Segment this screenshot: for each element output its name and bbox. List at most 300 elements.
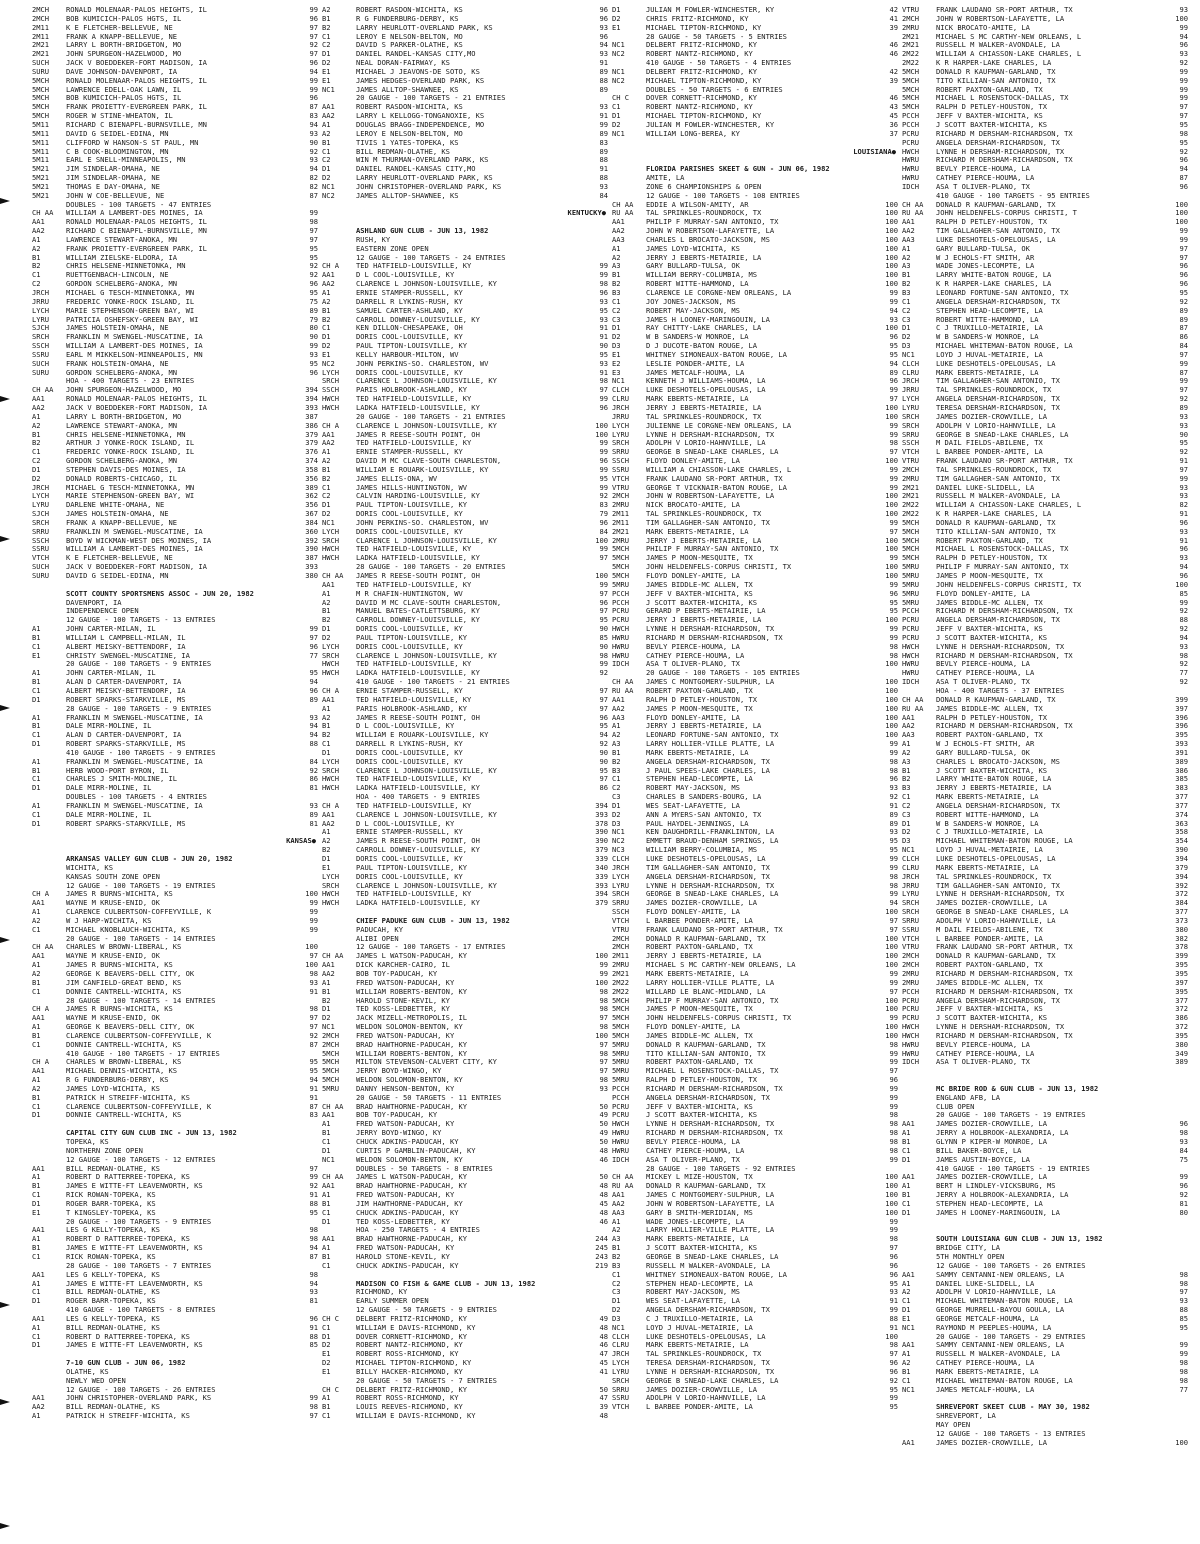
result-row — [902, 1129, 1194, 1138]
shooter-name: JAMES LOYD-WICHITA, KS — [646, 244, 740, 253]
class-code: D1 — [322, 855, 331, 863]
result-row — [612, 1050, 904, 1059]
class-code: 2M21 — [902, 41, 920, 50]
class-code: SUCH — [32, 359, 50, 368]
score: 96 — [889, 1076, 898, 1085]
score: 79 — [599, 510, 608, 519]
result-row — [902, 1050, 1194, 1059]
score: 99 — [889, 474, 898, 483]
score: 89 — [1179, 306, 1188, 315]
score: 93 — [599, 182, 608, 191]
result-row — [902, 1058, 1194, 1067]
class-code — [612, 165, 646, 174]
score: 100 — [1175, 218, 1188, 227]
score: 95 — [309, 359, 318, 368]
score: 96 — [1179, 271, 1188, 280]
class-code: SRCH — [322, 536, 340, 545]
shooter-name: JAMES C MONTGOMERY-SULPHUR, LA — [646, 678, 775, 687]
score — [580, 1306, 614, 1315]
score — [580, 943, 614, 952]
class-code: 2MCH — [612, 934, 630, 943]
class-code: E1 — [612, 350, 621, 359]
result-row — [32, 1280, 324, 1289]
result-row — [612, 846, 904, 855]
result-row — [32, 404, 324, 413]
class-code: B1 — [612, 748, 621, 757]
shooter-name: FRANK LAUDANO SR-PORT ARTHUR, TX — [936, 457, 1073, 466]
class-code: D2 — [902, 333, 911, 342]
score: 99 — [889, 1155, 898, 1164]
score: 99 — [1179, 1350, 1188, 1359]
score: 99 — [309, 76, 318, 85]
result-row — [612, 634, 904, 643]
score — [290, 749, 324, 758]
shooter-name: RUSSELL M WALKER-AVONDALE, LA — [646, 1261, 770, 1270]
section-heading — [32, 377, 324, 386]
score: 96 — [309, 59, 318, 68]
score: 91 — [309, 1191, 318, 1200]
result-row — [322, 130, 614, 139]
score: 99 — [889, 554, 898, 563]
shooter-name: DANIEL LUKE-SLIDELL, LA — [936, 1279, 1035, 1288]
shooter-name: JAMES E WITTE-FT LEAVENWORTH, KS — [66, 1244, 203, 1253]
result-row — [612, 24, 904, 33]
result-row — [322, 519, 614, 528]
result-row — [612, 1235, 904, 1244]
heading-text: RUSH, KY — [356, 235, 391, 244]
result-row — [612, 545, 904, 554]
result-row — [322, 811, 614, 820]
shooter-name: TAL SPRINKLES-ROUNDROCK, TX — [646, 209, 762, 218]
score: 94 — [309, 722, 318, 731]
result-row — [322, 740, 614, 749]
score: 97 — [889, 916, 898, 925]
score — [580, 236, 614, 245]
shooter-name: ASA T OLIVER-PLANO, TX — [936, 1058, 1030, 1067]
score: 87 — [1179, 368, 1188, 377]
heading-text: HOA - 400 TARGETS - 23 ENTRIES — [66, 377, 195, 386]
shooter-name: PATRICIA OSHEFSKY-GREEN BAY, WI — [66, 315, 199, 324]
score: 99 — [889, 625, 898, 634]
shooter-name: L BARBEE PONDER-AMITE, LA — [936, 448, 1043, 457]
shooter-name: WES SEAT-LAFAYETTE, LA — [646, 1297, 740, 1306]
margin-arrow-icon — [0, 1397, 10, 1407]
score: 387 — [305, 554, 318, 563]
class-code: D2 — [902, 828, 911, 837]
result-row — [612, 828, 904, 837]
score: 99 — [599, 448, 608, 457]
score: 36 — [889, 120, 898, 129]
score: 97 — [309, 1014, 318, 1023]
shooter-name: ALBERT MEISKY-BETTENDORF, IA — [66, 642, 186, 651]
shooter-name: LYNNE H DERSHAM-RICHARDSON, TX — [646, 1120, 775, 1129]
class-code: A3 — [902, 757, 911, 766]
shooter-name: STEPHEN HEAD-LECOMPTE, LA — [936, 1199, 1043, 1208]
results-column-4 — [902, 6, 1194, 1536]
result-row — [612, 767, 904, 776]
class-code: A2 — [322, 297, 331, 306]
score: 46 — [599, 1341, 608, 1350]
shooter-name: ANGELA DERSHAM-RICHARDSON, TX — [936, 801, 1060, 810]
class-code: HWCH — [902, 651, 920, 660]
result-row — [322, 1315, 614, 1324]
score: 91 — [309, 1093, 318, 1102]
result-row — [612, 6, 904, 15]
section-heading — [322, 678, 614, 687]
class-code: AA1 — [32, 395, 45, 404]
section-heading — [32, 864, 324, 873]
score: 99 — [309, 916, 318, 925]
score: 97 — [1179, 465, 1188, 474]
class-code — [32, 1377, 66, 1386]
score: 91 — [889, 1297, 898, 1306]
score: 95 — [889, 1279, 898, 1288]
score: 377 — [1175, 793, 1188, 802]
result-row — [902, 599, 1194, 608]
result-row — [32, 1085, 324, 1094]
class-code — [32, 935, 66, 944]
score: 89 — [309, 695, 318, 704]
score — [580, 563, 614, 572]
class-code: 5MCH — [902, 518, 920, 527]
class-code: AA2 — [322, 112, 335, 121]
class-code: E1 — [322, 350, 331, 359]
result-row — [322, 758, 614, 767]
shooter-name: JAMES METCALF-HOUMA, LA — [936, 1385, 1035, 1394]
shooter-name: R G FUNDERBURG-DERBY, KS — [66, 1076, 169, 1085]
shooter-name: CATHEY PIERCE-HOUMA, LA — [936, 1049, 1035, 1058]
shooter-name: TED KOSS-LEDBETTER, KY — [356, 1217, 450, 1226]
heading-text: 12 GAUGE - 100 TARGETS - 13 ENTRIES — [66, 616, 216, 625]
class-code: CLCH — [902, 855, 920, 863]
result-row — [612, 1359, 904, 1368]
score: 395 — [1175, 1031, 1188, 1040]
score: 390 — [305, 545, 318, 554]
shooter-name: JAMES DOZIER-CROWVILLE, LA — [646, 1385, 758, 1394]
result-row — [32, 767, 324, 776]
result-row — [612, 1120, 904, 1129]
class-code: C1 — [322, 147, 331, 156]
score: 100 — [885, 722, 898, 731]
score: 358 — [1175, 828, 1188, 837]
score: 394 — [595, 801, 608, 810]
result-row — [322, 1333, 614, 1342]
result-row — [32, 298, 324, 307]
result-row — [32, 68, 324, 77]
shooter-name: WILLIAM A LAMBERT-DES MOINES, IA — [66, 342, 203, 351]
shooter-name: RICHARD C BIENAPFL-BURNSVILLE, MN — [66, 227, 207, 236]
shooter-name: BRAD HAWTHORNE-PADUCAH, KY — [356, 1182, 468, 1191]
spacer — [322, 1271, 614, 1280]
shooter-name: HERB WOOD-PORT BYRON, IL — [66, 766, 169, 775]
class-code — [612, 183, 646, 192]
shooter-name: JAMES HILLS-HUNTINGTON, WV — [356, 483, 468, 492]
class-code: PCRU — [612, 1102, 630, 1111]
class-code: 5MCH — [612, 554, 630, 563]
score: 42 — [889, 67, 898, 76]
score: 46 — [889, 50, 898, 59]
shooter-name: ROGER W STINE-WHEATON, IL — [66, 112, 173, 121]
score — [290, 705, 324, 714]
score: 95 — [889, 1403, 898, 1412]
score: 97 — [309, 227, 318, 236]
result-row — [322, 899, 614, 908]
score: 384 — [1175, 899, 1188, 908]
class-code: JRCH — [612, 1350, 630, 1359]
score: 37 — [889, 129, 898, 138]
result-row — [32, 254, 324, 263]
score: 395 — [1175, 969, 1188, 978]
result-row — [902, 864, 1194, 873]
score: 93 — [599, 103, 608, 112]
score: 96 — [889, 1270, 898, 1279]
score — [580, 1165, 614, 1174]
score: 96 — [309, 1314, 318, 1323]
class-code: AA1 — [902, 1438, 915, 1447]
shooter-name: WILLIAM ROBERTS-BENTON, KY — [356, 1049, 468, 1058]
score: 91 — [599, 59, 608, 68]
shooter-name: ARTHUR J YONKE-ROCK ISLAND, IL — [66, 439, 195, 448]
shooter-name: PHILIP F MURRAY-SAN ANTONIO, TX — [936, 563, 1069, 572]
class-code — [32, 590, 66, 599]
class-code: LYCH — [322, 872, 340, 881]
result-row — [612, 201, 904, 210]
class-code: A3 — [612, 740, 621, 749]
class-code — [902, 1430, 936, 1439]
class-code: 5MRU — [902, 563, 920, 572]
shooter-name: CLARENCE L JOHNSON-LOUISVILLE, KY — [356, 536, 497, 545]
score: 92 — [1179, 59, 1188, 68]
score: 95 — [889, 1385, 898, 1394]
class-code: 2M11 — [32, 23, 50, 32]
result-row — [322, 360, 614, 369]
result-row — [902, 696, 1194, 705]
score: 98 — [889, 1138, 898, 1146]
class-code: 5MRU — [612, 1058, 630, 1067]
class-code: D2 — [322, 342, 331, 351]
score: 96 — [889, 589, 898, 598]
class-code: B2 — [322, 616, 331, 625]
class-code: VTCH — [902, 934, 920, 943]
shooter-name: RICHARD M DERSHAM-RICHARDSON, TX — [646, 633, 783, 642]
score: 391 — [1175, 748, 1188, 757]
result-row — [612, 590, 904, 599]
result-row — [322, 784, 614, 793]
shooter-name: JAMES R BURNS-WICHITA, KS — [66, 1005, 173, 1014]
score: 88 — [1179, 1306, 1188, 1315]
result-row — [32, 1271, 324, 1280]
heading-text: SHREVEPORT, LA — [936, 1412, 996, 1421]
result-row — [32, 245, 324, 254]
class-code: A1 — [612, 1217, 621, 1226]
result-row — [902, 590, 1194, 599]
class-code: D3 — [612, 819, 621, 828]
result-row — [32, 1005, 324, 1014]
result-row — [322, 1111, 614, 1120]
result-row — [612, 1129, 904, 1138]
class-code — [322, 1226, 356, 1235]
result-row — [322, 1050, 614, 1059]
score: 48 — [599, 1208, 608, 1217]
class-code: HWCH — [902, 147, 920, 156]
score: 90 — [309, 333, 318, 342]
shooter-name: CLARENCE L JOHNSON-LOUISVILLE, KY — [356, 881, 497, 890]
shooter-name: PARIS HOLBROOK-ASHLAND, KY — [356, 704, 468, 713]
section-heading — [32, 1368, 324, 1377]
class-code: A1 — [32, 908, 41, 917]
class-code: 5MCH — [612, 545, 630, 554]
class-code: D2 — [322, 510, 331, 519]
class-code: B1 — [322, 607, 331, 616]
score: 394 — [1175, 872, 1188, 881]
class-code: AA1 — [322, 695, 335, 704]
heading-text: 28 GAUGE - 100 TARGETS - 20 ENTRIES — [356, 563, 506, 572]
result-row — [322, 1253, 614, 1262]
result-row — [32, 545, 324, 554]
score: 96 — [889, 1359, 898, 1368]
score: 380 — [1175, 925, 1188, 934]
score: 100 — [885, 545, 898, 554]
shooter-name: ANGELA DERSHAM-RICHARDSON, TX — [646, 1306, 770, 1315]
section-heading — [32, 1138, 324, 1147]
score: 99 — [1179, 1173, 1188, 1182]
class-code: 2MCH — [322, 1031, 340, 1040]
result-row — [32, 890, 324, 899]
shooter-name: ROBERT RASDON-WICHITA, KS — [356, 6, 463, 14]
result-row — [902, 1138, 1194, 1147]
score — [580, 413, 614, 422]
shooter-name: JACK V BOEDDEKER-FORT MADISON, IA — [66, 403, 207, 412]
shooter-name: KENNETH J WILLIAMS-HOUMA, LA — [646, 377, 766, 386]
shooter-name: WILLIAM ZIELSKE-ELDORA, IA — [66, 253, 178, 262]
shooter-name: ANGELA DERSHAM-RICHARDSON, TX — [936, 138, 1060, 147]
class-code: HWRU — [902, 156, 920, 165]
result-row — [32, 1403, 324, 1412]
shooter-name: JAMES BIDDLE-MC ALLEN, TX — [646, 1031, 753, 1040]
heading-text: HOA - 400 TARGETS - 9 ENTRIES — [356, 793, 480, 802]
class-code: B1 — [322, 722, 331, 731]
score: 92 — [1179, 625, 1188, 634]
heading-text: ENGLAND AFB, LA — [936, 1093, 1001, 1102]
result-row — [322, 121, 614, 130]
score — [870, 1165, 904, 1174]
score: 99 — [1179, 235, 1188, 244]
class-code — [322, 1288, 356, 1297]
shooter-name: BOB TOY-PADUCAH, KY — [356, 969, 438, 978]
shooter-name: JEFF V BAXTER-WICHITA, KS — [646, 1102, 753, 1111]
result-row — [902, 404, 1194, 413]
score: 94 — [889, 359, 898, 368]
class-code: HWCH — [322, 554, 340, 563]
result-row — [322, 1005, 614, 1014]
shooter-name: CATHEY PIERCE-HOUMA, LA — [646, 651, 745, 660]
result-row — [322, 68, 614, 77]
class-code: HWCH — [322, 545, 340, 554]
class-code: AA1 — [902, 218, 915, 227]
shooter-name: SAMMY CENTANNI-NEW ORLEANS, LA — [936, 1341, 1065, 1350]
shooter-name: TED HATFIELD-LOUISVILLE, KY — [356, 439, 472, 448]
result-row — [902, 165, 1194, 174]
shooter-name: JOY JONES-JACKSON, MS — [646, 297, 736, 306]
heading-text: SOUTH LOUISIANA GUN CLUB - JUN 13, 1982 — [936, 1235, 1103, 1244]
result-row — [32, 625, 324, 634]
score: 88 — [599, 76, 608, 85]
result-row — [322, 50, 614, 59]
class-code: C1 — [322, 1138, 331, 1146]
class-code: PCRU — [902, 1014, 920, 1023]
result-row — [612, 386, 904, 395]
bullet-icon: ● — [311, 837, 316, 846]
shooter-name: EDDIE A WILSON-AMITY, AR — [646, 200, 749, 209]
class-code: CH C — [322, 1385, 340, 1394]
class-code: C1 — [32, 1102, 41, 1111]
result-row — [322, 33, 614, 42]
score: 389 — [305, 483, 318, 492]
shooter-name: J SCOTT BAXTER-WICHITA, KS — [936, 633, 1048, 642]
result-row — [902, 793, 1194, 802]
shooter-name: JEFF V BAXTER-WICHITA, KS — [936, 112, 1043, 121]
result-row — [902, 33, 1194, 42]
result-row — [322, 722, 614, 731]
class-code: SRCH — [612, 439, 630, 448]
class-code: C2 — [322, 41, 331, 50]
score: 84 — [1179, 1146, 1188, 1155]
result-row — [902, 961, 1194, 970]
class-code: D1 — [322, 165, 331, 174]
class-code: VTCH — [612, 1403, 630, 1412]
class-code: C1 — [322, 1412, 331, 1421]
result-row — [902, 1023, 1194, 1032]
class-code: HWCH — [322, 395, 340, 404]
shooter-name: CHUCK ADKINS-PADUCAH, KY — [356, 1208, 459, 1217]
result-row — [902, 448, 1194, 457]
score: 100 — [885, 1031, 898, 1040]
result-row — [322, 545, 614, 554]
section-heading — [322, 563, 614, 572]
shooter-name: GEORGE B SNEAD-LAKE CHARLES, LA — [936, 908, 1069, 917]
shooter-name: LYNNE H DERSHAM-RICHARDSON, TX — [646, 1367, 775, 1376]
class-code: VTRU — [902, 6, 920, 14]
result-row — [612, 1226, 904, 1235]
class-code — [322, 1306, 356, 1315]
result-row — [32, 457, 324, 466]
shooter-name: LOYD J HUVAL-METAIRIE, LA — [646, 1323, 753, 1332]
class-code: CH A — [32, 1005, 50, 1014]
shooter-name: DONALD R KAUFMAN-GARLAND, TX — [646, 934, 766, 943]
result-row — [322, 439, 614, 448]
score: 81 — [1179, 1199, 1188, 1208]
result-row — [612, 112, 904, 121]
shooter-name: CALVIN HARDING-LOUISVILLE, KY — [356, 492, 480, 501]
class-code: 2M22 — [902, 510, 920, 519]
result-row — [612, 457, 904, 466]
class-code: B1 — [322, 306, 331, 315]
score: 98 — [599, 1076, 608, 1085]
class-code: B1 — [322, 1199, 331, 1208]
result-row — [322, 333, 614, 342]
shooter-name: ROBERT NANTZ-RICHMOND, KY — [646, 50, 753, 59]
class-code — [322, 1165, 356, 1174]
shooter-name: JAMES DOZIER-CROWVILLE, LA — [646, 899, 758, 908]
class-code: A1 — [322, 589, 331, 598]
shooter-name: MICHAEL L ROSENSTOCK-DALLAS, TX — [936, 94, 1069, 103]
heading-text: PADUCAH, KY — [356, 925, 403, 934]
score: 96 — [599, 598, 608, 607]
class-code: HWCH — [322, 784, 340, 793]
shooter-name: TIVIS 1 YATES-TOPEKA, KS — [356, 138, 459, 147]
shooter-name: ROBERT D RATTERREE-TOPEKA, KS — [66, 1332, 190, 1341]
result-row — [322, 1191, 614, 1200]
